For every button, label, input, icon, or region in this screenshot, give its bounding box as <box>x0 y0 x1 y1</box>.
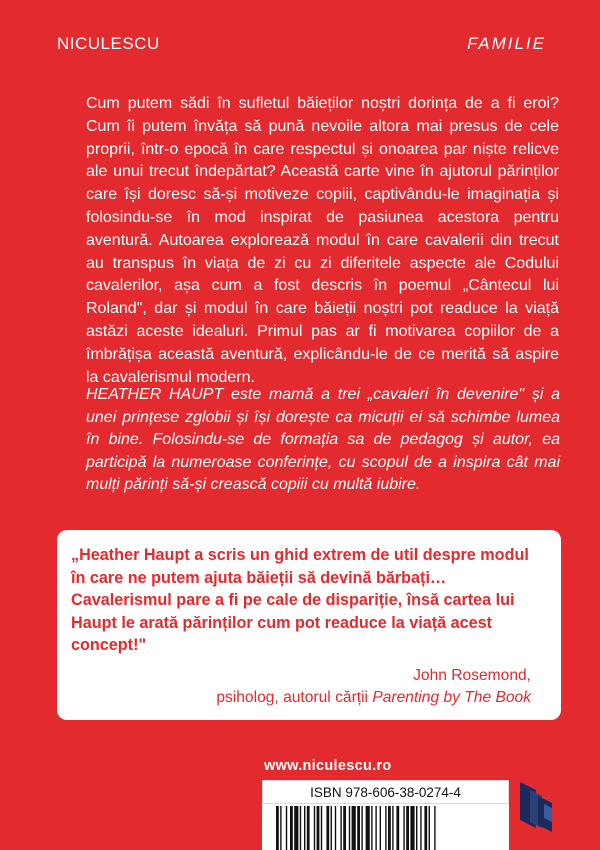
barcode-bar <box>429 806 430 850</box>
barcode-bar <box>280 806 281 850</box>
barcode-bar <box>307 806 310 850</box>
publisher-logo-icon <box>516 778 556 836</box>
barcode-bar <box>304 806 305 850</box>
author-bio <box>86 384 560 497</box>
testimonial-author-role <box>71 687 543 709</box>
barcode-bar <box>314 806 315 850</box>
barcode-bar <box>403 806 404 850</box>
barcode-bar <box>420 806 421 850</box>
barcode-bar <box>396 806 399 850</box>
barcode-bar <box>410 806 414 850</box>
barcode-image <box>262 804 509 850</box>
barcode-bar <box>388 806 391 850</box>
barcode-bar <box>371 806 372 850</box>
barcode-bar <box>300 806 301 850</box>
barcode-bar <box>340 806 341 850</box>
testimonial-box <box>57 530 561 720</box>
barcode-bar <box>352 806 356 850</box>
barcode-bar <box>276 806 279 850</box>
author-bio-text: este mamă a trei „cavaleri în devenire" și a unei prințese zglobii și își dorește ca micuții ei să schimbe lumea în bine. Folosindu-se de formația sa de pedagog și autor, ea participă la numeroase conferințe, cu scopul de a inspira cât mai mulți părinți să-și crească copiii cu multă iubire. <box>86 386 561 494</box>
barcode-bar <box>406 806 409 850</box>
barcode-bar <box>286 806 287 850</box>
testimonial-quote: „Heather Haupt a scris un ghid extrem de util despre modul în care ne putem ajuta băieții să devină bărbați… Cavalerismul pare a fi pe cale de dispariție, însă cartea lui Haupt le arată părinților cum pot readuce la viață acest concept!" <box>71 546 529 654</box>
barcode-bar <box>380 806 381 850</box>
barcode-bar <box>331 806 332 850</box>
isbn-number: ISBN 978-606-38-0274-4 <box>262 780 509 804</box>
publisher-name: NICULESCU <box>57 34 160 53</box>
barcode-bar <box>424 806 427 850</box>
publisher-website: www.niculescu.ro <box>264 758 392 774</box>
barcode-bar <box>357 806 360 850</box>
barcode-bar <box>294 806 298 850</box>
barcode-bar <box>317 806 320 850</box>
barcode-bar <box>366 806 370 850</box>
barcode-bar <box>326 806 329 850</box>
barcode-bar <box>335 806 336 850</box>
barcode-bar <box>361 806 362 850</box>
testimonial-author: John Rosemond, <box>413 666 531 684</box>
book-description: Cum putem sădi în sufletul băieților noștri dorința de a fi eroi? Cum îi putem învăța să pună nevoile altora mai presus de cele proprii, într-o epocă în care respectul și onoarea par niște relicve ale unui trecut îndepărtat? Această carte vine în ajutorul părinților care își doresc să-și motiveze copiii, captivându-le imaginația și folosindu-se în mod inspirat de pasiunea acestora pentru aventură. Autoarea explorează modul în care cavalerii din trecut au transpus în viața de zi cu zi diferitele aspecte ale Codului cavalerilor, așa cum a fost descris în poemul „Cântecul lui Roland", dar și modul în care băieții noștri pot readuce la viață astăzi aceste idealuri. Primul pas ar fi motivarea copiilor de a îmbrățișa această aventură, explicându-le de ce merită să aspire la cavalerismul modern. <box>86 95 559 386</box>
barcode-bar <box>349 806 350 850</box>
barcode-bar <box>290 806 293 850</box>
barcode-bar <box>434 806 435 850</box>
author-name: HEATHER HAUPT <box>86 386 224 403</box>
series-label: FAMILIE <box>467 34 546 53</box>
author-role-text: psiholog, autorul cărții <box>216 688 373 706</box>
barcode-bar <box>375 806 376 850</box>
barcode-bar <box>321 806 322 850</box>
barcode-bar <box>416 806 417 850</box>
barcode-bar <box>385 806 386 850</box>
book-title: Parenting by The Book <box>372 688 531 706</box>
barcode-bar <box>343 806 346 850</box>
barcode-bar <box>392 806 393 850</box>
